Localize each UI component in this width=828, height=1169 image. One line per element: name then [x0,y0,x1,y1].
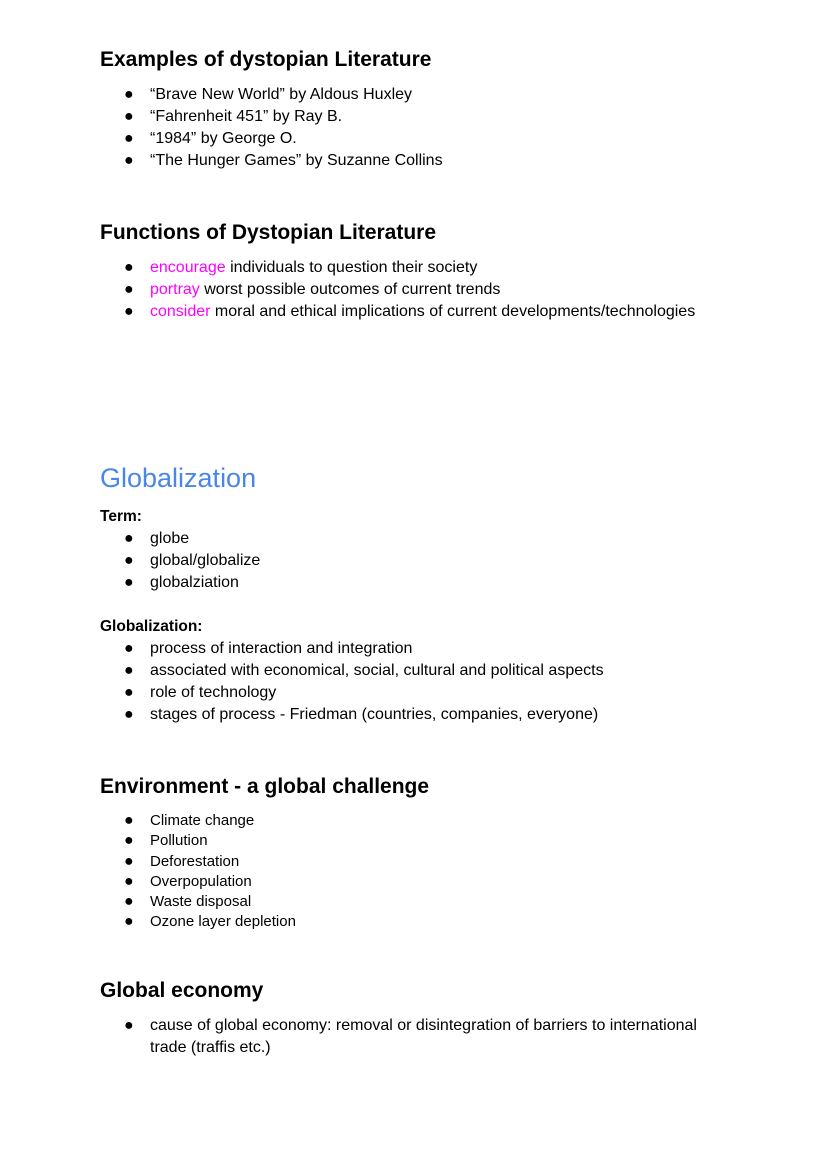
dystopian-examples-heading: Examples of dystopian Literature [100,48,432,71]
bullet-icon: ● [124,1017,134,1034]
list-item: ● “Brave New World” by Aldous Huxley [100,84,740,106]
list-item: ● Overpopulation [100,872,740,892]
bullet-icon: ● [124,852,134,870]
economy-list [100,1015,732,1059]
dystopian-functions-heading: Functions of Dystopian Literature [100,221,437,244]
globalization-title: Globalization [100,463,257,493]
list-item: ● process of interaction and integration [100,638,740,660]
term-label: Term: [100,508,142,525]
bullet-icon: ● [124,130,134,147]
bullet-icon: ● [124,281,134,298]
bullet-icon: ● [124,259,134,276]
highlighted-keyword: encourage [150,259,226,276]
list-item: ● globe [100,528,740,550]
dystopian-functions-list [100,257,780,323]
bullet-icon: ● [124,812,134,829]
bullet-icon: ● [124,303,134,320]
bullet-icon: ● [124,86,134,103]
highlighted-keyword: portray [150,281,200,298]
bullet-icon: ● [124,832,134,850]
environment-heading: Environment - a global challenge [100,775,430,798]
list-item: ● cause of global economy: removal or disintegration of barriers to international trade (traffis etc.) [124,1017,697,1056]
list-item: ● consider moral and ethical implications of current developments/technologies [100,301,780,323]
environment-list [100,811,740,933]
globalization-definition-label: Globalization: [100,618,203,635]
bullet-icon: ● [124,872,134,890]
list-item: ● role of technology [100,682,740,704]
bullet-icon: ● [124,684,134,701]
bullet-icon: ● [124,574,134,591]
bullet-icon: ● [124,640,134,657]
list-item: ● Ozone layer depletion [100,912,740,932]
list-item: ● Climate change [100,811,740,831]
list-item: ● Deforestation [100,852,740,872]
bullet-icon: ● [124,913,134,931]
list-item: ● associated with economical, social, cultural and political aspects [100,660,740,682]
bullet-icon: ● [124,893,134,911]
list-item: ● portray worst possible outcomes of current trends [100,279,780,301]
bullet-icon: ● [124,108,134,125]
bullet-icon: ● [124,552,134,569]
list-item: ● stages of process - Friedman (countries, companies, everyone) [100,704,740,726]
economy-heading: Global economy [100,979,264,1002]
highlighted-keyword: consider [150,303,211,320]
list-item: ● global/globalize [100,550,740,572]
term-list [100,528,740,594]
list-item: ● globalziation [100,572,740,594]
globalization-definition-list [100,638,740,726]
list-item: ● Pollution [100,831,740,851]
bullet-icon: ● [124,530,134,547]
bullet-icon: ● [124,152,134,169]
list-item: ● Waste disposal [100,892,740,912]
list-item: ● “1984” by George O. [100,128,740,150]
bullet-icon: ● [124,706,134,723]
list-item: ● “The Hunger Games” by Suzanne Collins [100,150,740,172]
dystopian-examples-list [100,84,740,172]
list-item: ● “Fahrenheit 451” by Ray B. [100,106,740,128]
list-item: ● encourage individuals to question their society [100,257,780,279]
bullet-icon: ● [124,662,134,679]
